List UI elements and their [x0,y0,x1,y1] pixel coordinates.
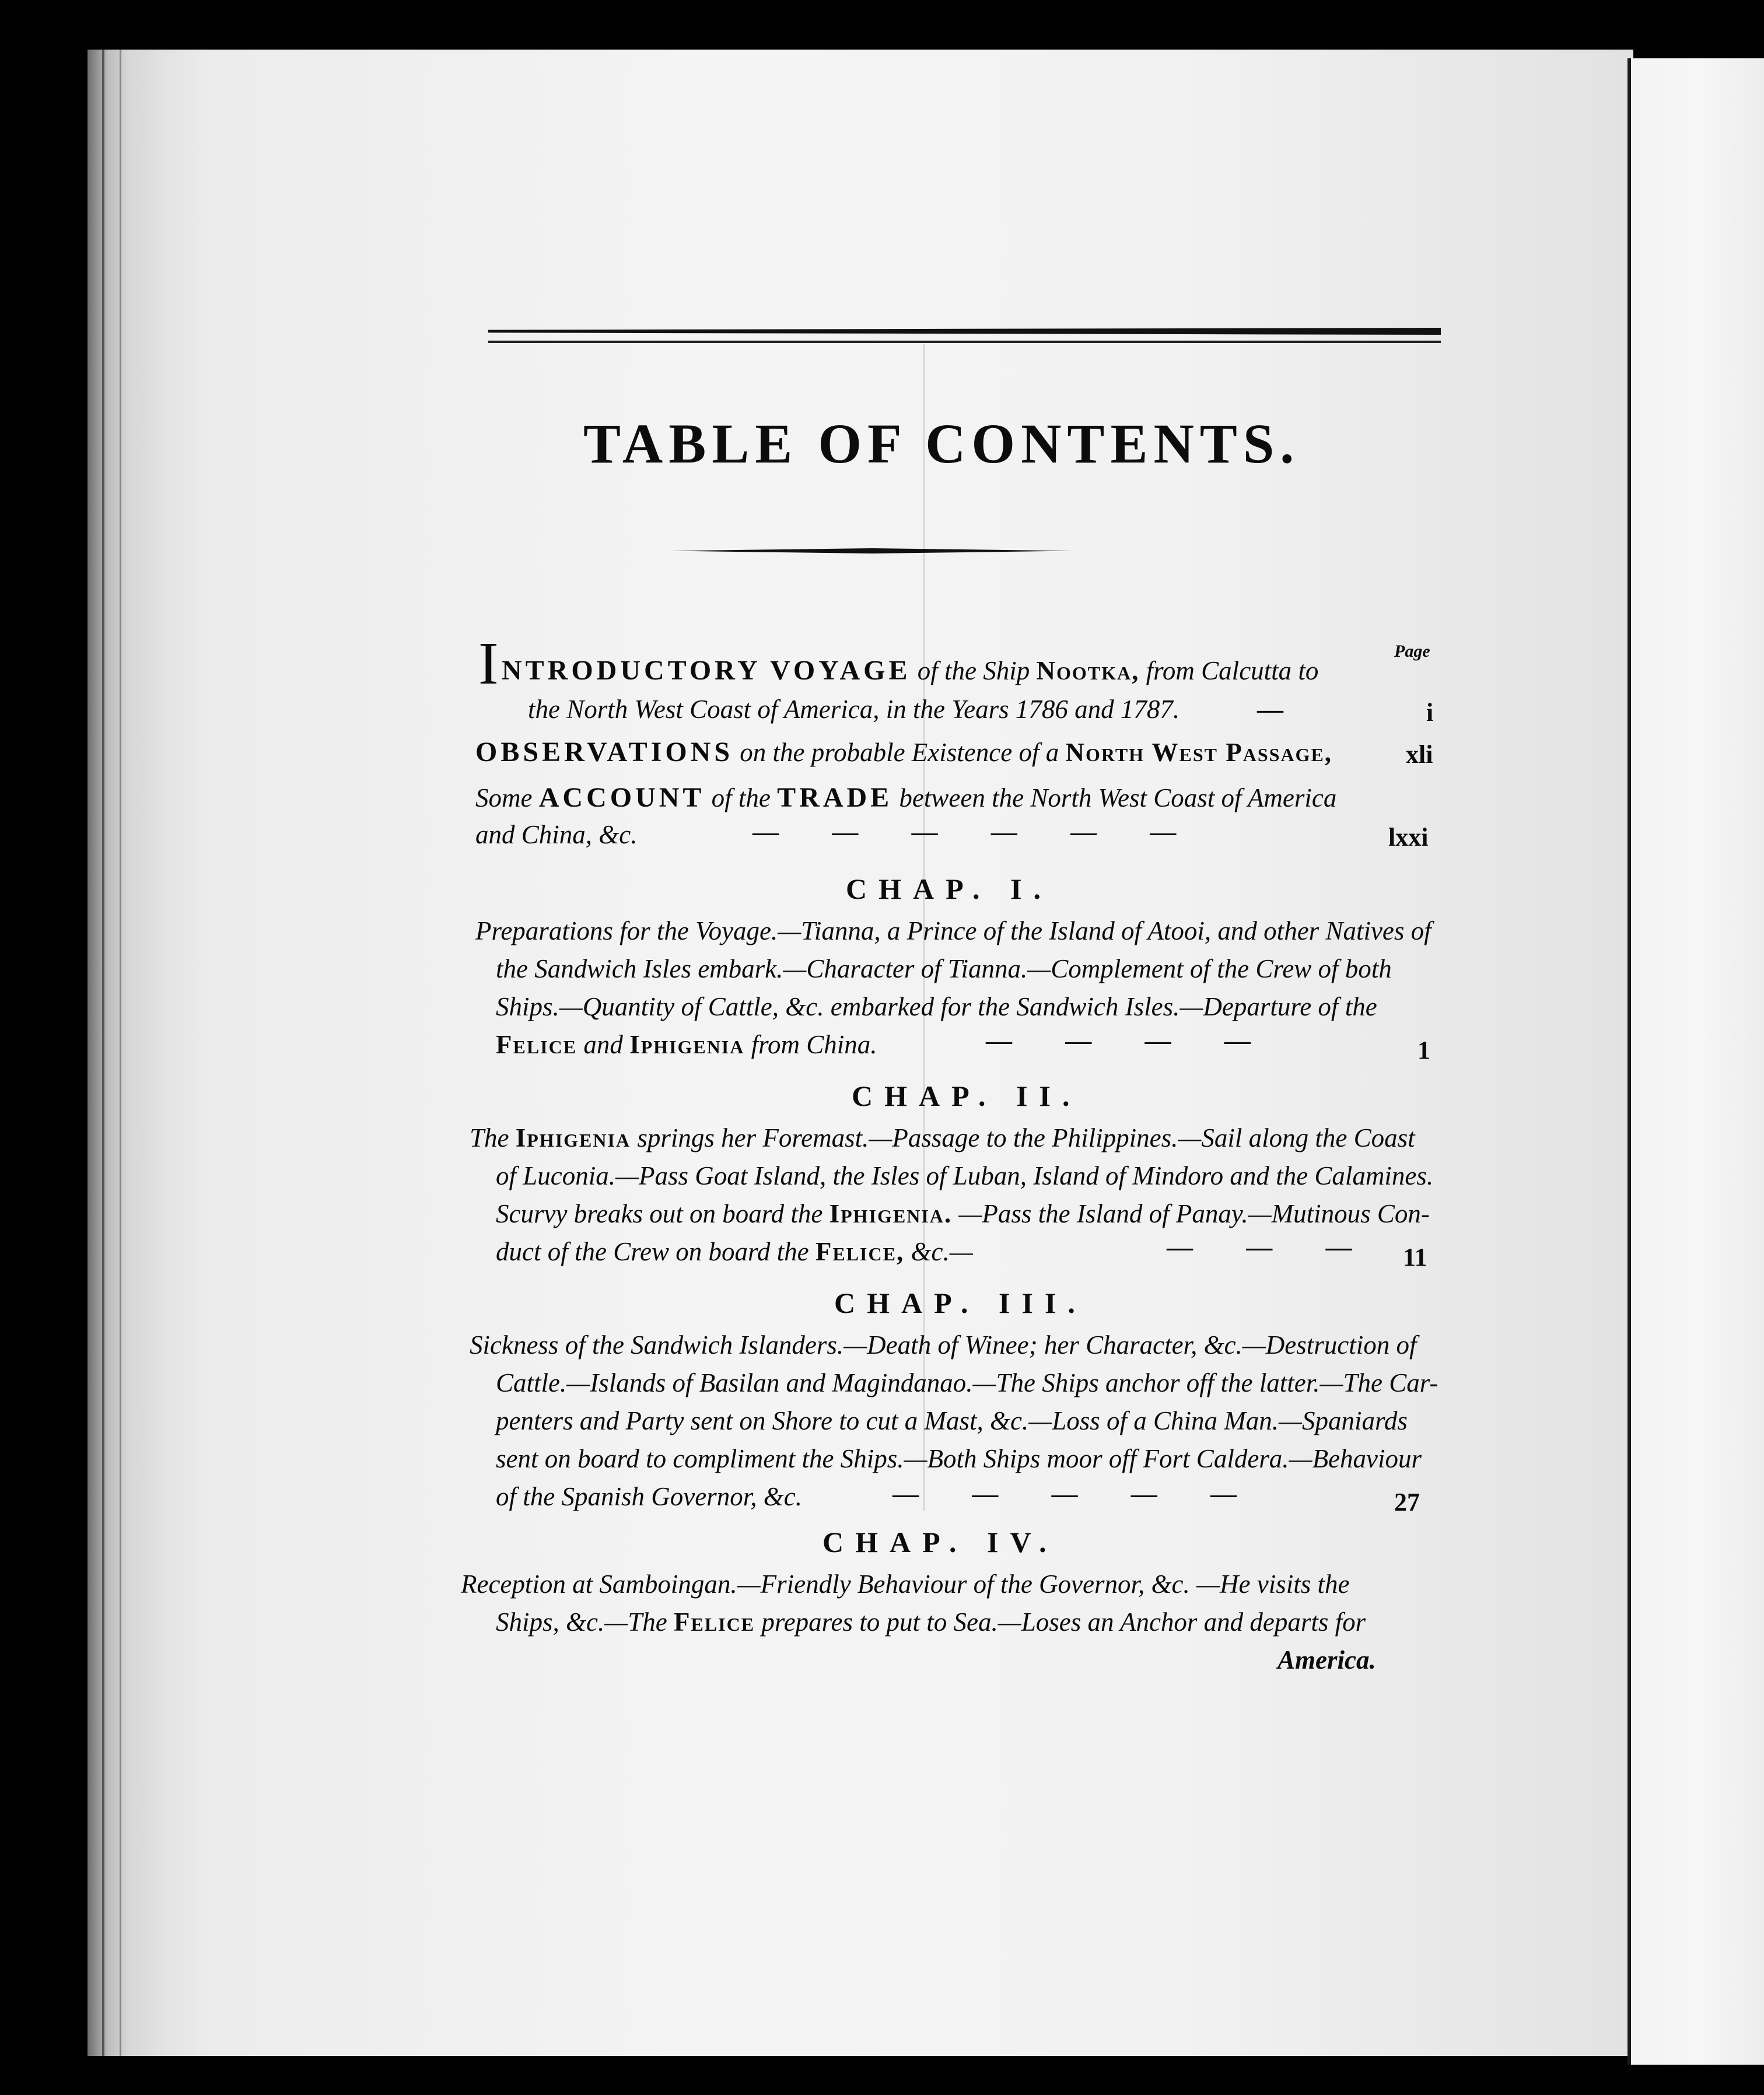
entry-text: of the Ship [917,656,1030,685]
ship-name: Felice [496,1030,578,1059]
entry-text: between the North West Coast of America [899,783,1337,812]
leader-dashes: — — — — — — [752,817,1200,846]
chapter-summary-line: of the Spanish Governor, &c. [496,1482,802,1511]
title-rule-thin [488,341,1441,343]
page-number: 1 [1418,1036,1430,1064]
leader-dashes: — — — [1167,1232,1376,1262]
page-column-label: Page [1394,642,1430,661]
chapter-heading: CHAP. III. [834,1287,1087,1319]
page-edge-line [120,50,121,2056]
entry-text: the North West Coast of America, in the Years 1786 and 1787. [528,695,1180,724]
entry-smallcaps: North West Passage, [1065,738,1333,767]
page-number: 11 [1403,1243,1427,1271]
chapter-summary-line: America. [1278,1645,1376,1674]
entry-text: springs her Foremast.—Passage to the Philippines.—Sail along the Coast [637,1123,1415,1152]
leader-dashes: — — — — [986,1026,1274,1055]
ship-name: Iphigenia. [829,1199,953,1228]
leader-dashes: — [1257,695,1307,724]
chapter-summary-line: Ships.—Quantity of Cattle, &c. embarked for the Sandwich Isles.—Departure of the [496,992,1377,1021]
entry-caps: TRADE [777,782,893,813]
facing-page [1628,58,1764,2065]
chapter-summary-line: Preparations for the Voyage.—Tianna, a Prince of the Island of Atooi, and other Natives of [475,916,1432,945]
entry-text: and [583,1030,623,1059]
page-number: 27 [1394,1488,1420,1516]
page-number: lxxi [1388,823,1429,852]
chapter-summary-line: Reception at Samboingan.—Friendly Behaviour of the Governor, &c. —He visits the [461,1570,1350,1599]
entry-text: of the [711,783,771,812]
entry-text: prepares to put to Sea.—Loses an Anchor and departs for [761,1607,1366,1637]
entry-text: duct of the Crew on board the [496,1237,809,1266]
entry-caps: ACCOUNT [538,782,705,813]
chapter-heading: CHAP. IV. [822,1526,1058,1558]
chapter-summary-line: sent on board to compliment the Ships.—Both Ships moor off Fort Caldera.—Behaviour [496,1444,1422,1473]
chapter-heading: CHAP. I. [846,873,1053,905]
entry-text: from China. [751,1030,877,1059]
entry-text: Ships, &c.—The [496,1607,667,1637]
entry-text: &c.— [911,1237,973,1266]
ship-name: Iphigenia [629,1030,745,1059]
page-title: TABLE OF CONTENTS. [583,412,1300,475]
ship-name: Iphigenia [515,1123,631,1152]
page-edge-line [102,50,104,2056]
ship-name: Felice [674,1607,755,1637]
entry-text: Scurvy breaks out on board the [496,1199,823,1228]
page-number: xli [1406,740,1433,769]
entry-text: The [470,1123,509,1152]
page-gutter-shadow [88,50,158,2056]
chapter-summary-line: of Luconia.—Pass Goat Island, the Isles of Luban, Island of Mindoro and the Calamines. [496,1161,1434,1190]
entry-text: —Pass the Island of Panay.—Mutinous Con- [958,1199,1430,1228]
page-number: i [1426,698,1434,727]
entry-text: and China, &c. [475,820,638,849]
chapter-summary-line: penters and Party sent on Shore to cut a Mast, &c.—Loss of a China Man.—Spaniards [496,1406,1408,1435]
chapter-heading: CHAP. II. [852,1080,1082,1112]
entry-caps: OBSERVATIONS [475,737,734,768]
entry-text: from Calcutta to [1146,656,1319,685]
entry-caps: NTRODUCTORY VOYAGE [502,655,911,686]
drop-cap: I [478,630,499,697]
chapter-summary-line: Sickness of the Sandwich Islanders.—Death of Winee; her Character, &c.—Destruction of [470,1330,1417,1360]
ship-name: Nootka, [1036,656,1140,685]
leader-dashes: — — — — — [892,1479,1260,1508]
entry-text: Some [475,783,533,812]
chapter-summary-line: Cattle.—Islands of Basilan and Magindanao.—The Ships anchor off the latter.—The Car- [496,1368,1438,1397]
ship-name: Felice, [815,1237,905,1266]
chapter-summary-line: the Sandwich Isles embark.—Character of Tianna.—Complement of the Crew of both [496,954,1392,983]
entry-text: on the probable Existence of a [740,738,1059,767]
